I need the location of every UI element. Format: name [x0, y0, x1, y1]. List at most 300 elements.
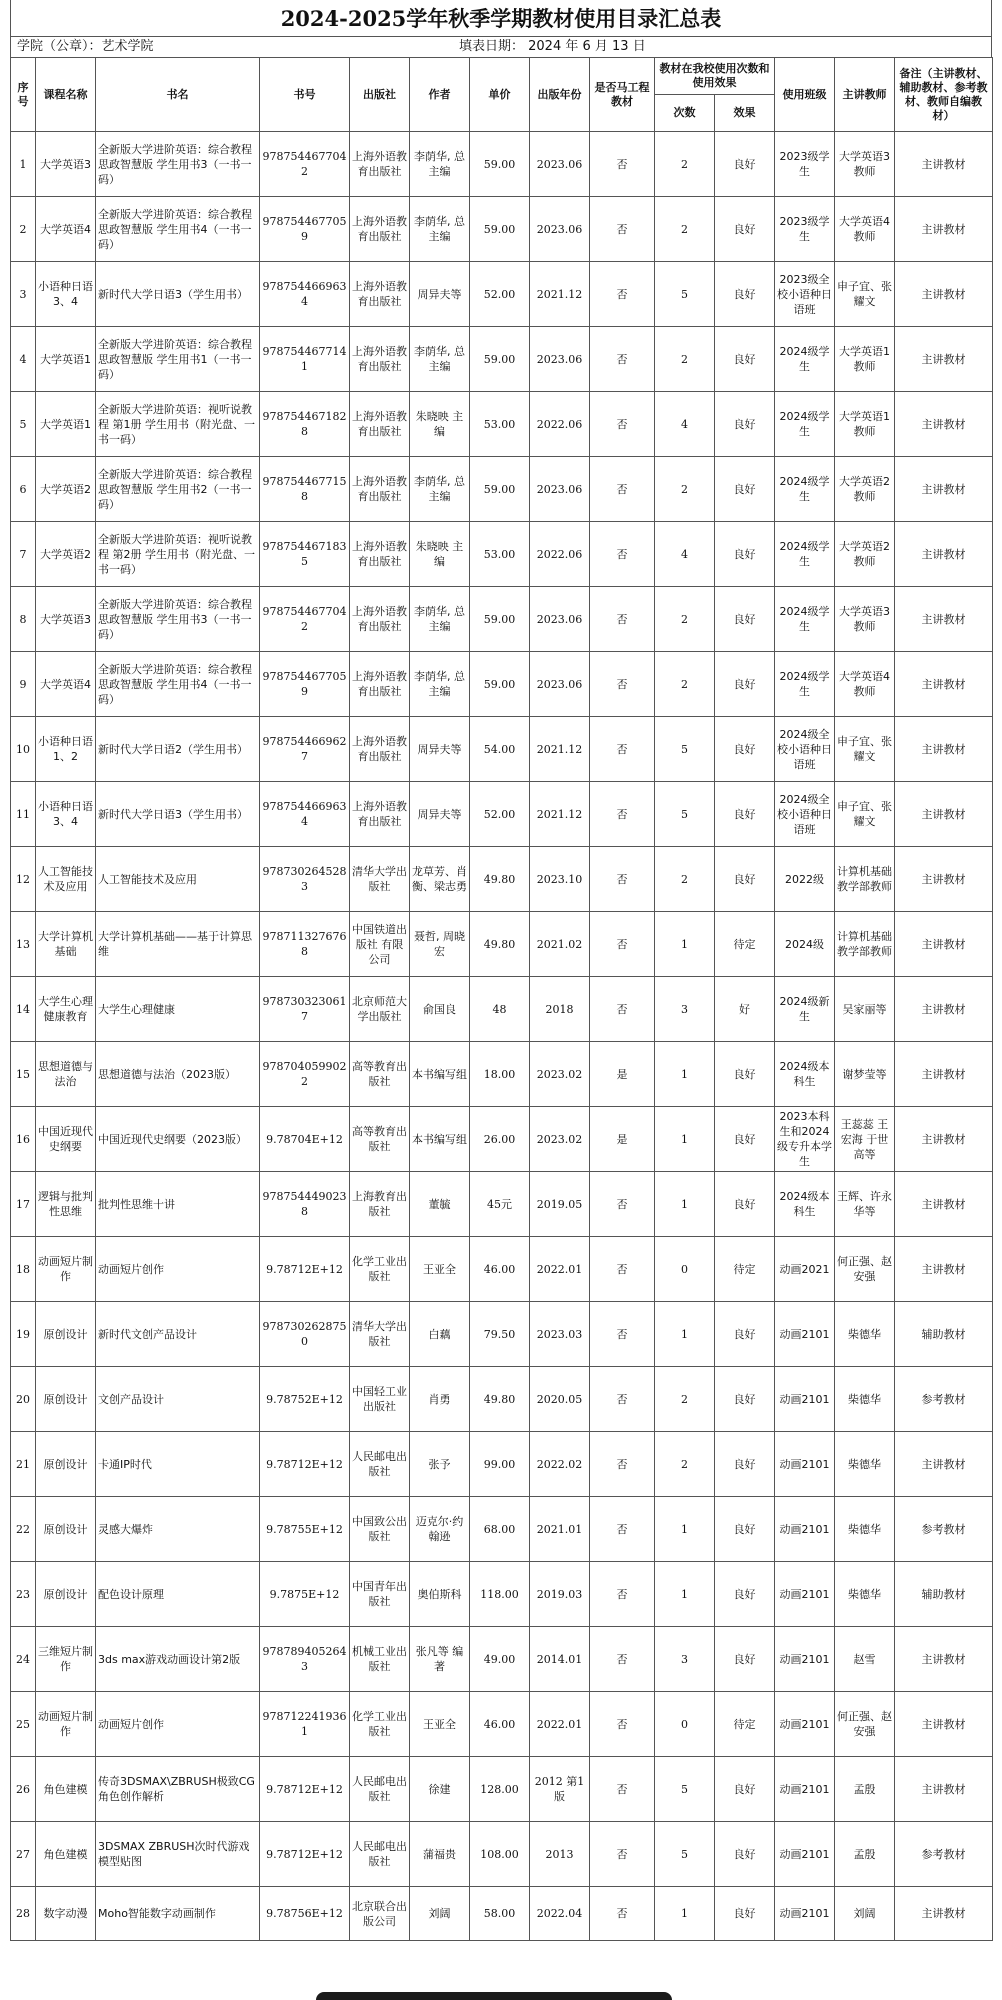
cell-times: 1 — [655, 1497, 715, 1562]
cell-no: 6 — [11, 457, 36, 522]
cell-year: 2023.06 — [530, 587, 590, 652]
table-row — [11, 1627, 993, 1692]
cell-class: 2024级学生 — [775, 522, 835, 587]
cell-times: 2 — [655, 327, 715, 392]
table-row — [11, 1302, 993, 1367]
cell-marx: 否 — [590, 1367, 655, 1432]
cell-times: 5 — [655, 262, 715, 327]
cell-publisher: 清华大学出版社 — [350, 847, 410, 912]
cell-course: 角色建模 — [36, 1822, 96, 1887]
header-course: 课程名称 — [36, 58, 96, 132]
cell-publisher: 化学工业出版社 — [350, 1237, 410, 1302]
table-row — [11, 977, 993, 1042]
cell-effect: 良好 — [715, 1432, 775, 1497]
cell-course: 原创设计 — [36, 1497, 96, 1562]
cell-course: 思想道德与法治 — [36, 1042, 96, 1107]
cell-effect: 良好 — [715, 1367, 775, 1432]
cell-no: 2 — [11, 197, 36, 262]
cell-price: 118.00 — [470, 1562, 530, 1627]
table-row — [11, 1497, 993, 1562]
cell-year: 2021.12 — [530, 782, 590, 847]
cell-course: 原创设计 — [36, 1432, 96, 1497]
cell-marx: 否 — [590, 977, 655, 1042]
cell-class: 2024级学生 — [775, 392, 835, 457]
cell-price: 49.80 — [470, 847, 530, 912]
cell-price: 46.00 — [470, 1692, 530, 1757]
cell-effect: 良好 — [715, 132, 775, 197]
cell-book: 动画短片创作 — [96, 1692, 260, 1757]
cell-book: 文创产品设计 — [96, 1367, 260, 1432]
cell-price: 26.00 — [470, 1107, 530, 1172]
cell-course: 原创设计 — [36, 1302, 96, 1367]
cell-author: 徐建 — [410, 1757, 470, 1822]
cell-author: 周异夫等 — [410, 717, 470, 782]
cell-times: 2 — [655, 457, 715, 522]
cell-publisher: 上海教育出版社 — [350, 1172, 410, 1237]
header-year: 出版年份 — [530, 58, 590, 132]
cell-price: 49.80 — [470, 912, 530, 977]
meta-line — [10, 36, 992, 57]
cell-effect: 良好 — [715, 262, 775, 327]
cell-isbn: 9787544671828 — [260, 392, 350, 457]
cell-marx: 否 — [590, 1757, 655, 1822]
table-row — [11, 1822, 993, 1887]
cell-course: 大学英语2 — [36, 522, 96, 587]
cell-year: 2019.03 — [530, 1562, 590, 1627]
cell-note: 辅助教材 — [895, 1302, 993, 1367]
cell-times: 4 — [655, 522, 715, 587]
cell-isbn: 9787040599022 — [260, 1042, 350, 1107]
cell-price: 49.80 — [470, 1367, 530, 1432]
cell-publisher: 上海外语教育出版社 — [350, 132, 410, 197]
cell-no: 11 — [11, 782, 36, 847]
cell-no: 14 — [11, 977, 36, 1042]
cell-isbn: 9.78712E+12 — [260, 1432, 350, 1497]
cell-times: 1 — [655, 1302, 715, 1367]
cell-times: 0 — [655, 1692, 715, 1757]
cell-no: 16 — [11, 1107, 36, 1172]
cell-no: 22 — [11, 1497, 36, 1562]
cell-isbn: 9787894052643 — [260, 1627, 350, 1692]
cell-note: 主讲教材 — [895, 717, 993, 782]
cell-marx: 否 — [590, 1172, 655, 1237]
cell-book: 新时代大学日语2（学生用书） — [96, 717, 260, 782]
cell-publisher: 上海外语教育出版社 — [350, 262, 410, 327]
cell-times: 3 — [655, 1627, 715, 1692]
cell-times: 2 — [655, 1367, 715, 1432]
cell-teacher: 大学英语3教师 — [835, 132, 895, 197]
cell-effect: 良好 — [715, 782, 775, 847]
cell-teacher: 计算机基础教学部教师 — [835, 847, 895, 912]
table-row — [11, 522, 993, 587]
cell-year: 2019.05 — [530, 1172, 590, 1237]
cell-year: 2023.03 — [530, 1302, 590, 1367]
header-class: 使用班级 — [775, 58, 835, 132]
cell-book: 全新版大学进阶英语：综合教程 思政智慧版 学生用书3（一书一码） — [96, 132, 260, 197]
cell-times: 2 — [655, 197, 715, 262]
cell-effect: 良好 — [715, 1497, 775, 1562]
cell-isbn: 9.78752E+12 — [260, 1367, 350, 1432]
cell-book: 全新版大学进阶英语：视听说教程 第2册 学生用书（附光盘、一书一码） — [96, 522, 260, 587]
cell-marx: 否 — [590, 1887, 655, 1941]
cell-price: 79.50 — [470, 1302, 530, 1367]
cell-book: 卡通IP时代 — [96, 1432, 260, 1497]
cell-course: 逻辑与批判性思维 — [36, 1172, 96, 1237]
cell-publisher: 上海外语教育出版社 — [350, 197, 410, 262]
cell-course: 大学英语4 — [36, 652, 96, 717]
cell-price: 45元 — [470, 1172, 530, 1237]
cell-author: 迈克尔·约翰逊 — [410, 1497, 470, 1562]
cell-year: 2021.01 — [530, 1497, 590, 1562]
cell-no: 17 — [11, 1172, 36, 1237]
cell-year: 2022.04 — [530, 1887, 590, 1941]
cell-teacher: 大学英语2教师 — [835, 522, 895, 587]
cell-year: 2022.02 — [530, 1432, 590, 1497]
cell-effect: 待定 — [715, 1692, 775, 1757]
cell-note: 主讲教材 — [895, 392, 993, 457]
cell-author: 周异夫等 — [410, 782, 470, 847]
cell-year: 2023.02 — [530, 1042, 590, 1107]
cell-course: 小语种日语3、4 — [36, 782, 96, 847]
cell-class: 动画2101 — [775, 1302, 835, 1367]
cell-publisher: 上海外语教育出版社 — [350, 327, 410, 392]
cell-class: 动画2101 — [775, 1627, 835, 1692]
header-author: 作者 — [410, 58, 470, 132]
header-isbn: 书号 — [260, 58, 350, 132]
cell-book: 传奇3DSMAX\ZBRUSH极致CG角色创作解析 — [96, 1757, 260, 1822]
cell-no: 9 — [11, 652, 36, 717]
cell-no: 27 — [11, 1822, 36, 1887]
cell-times: 4 — [655, 392, 715, 457]
cell-publisher: 人民邮电出版社 — [350, 1432, 410, 1497]
cell-effect: 良好 — [715, 587, 775, 652]
table-row — [11, 392, 993, 457]
cell-teacher: 谢梦莹等 — [835, 1042, 895, 1107]
cell-year: 2013 — [530, 1822, 590, 1887]
cell-author: 白藕 — [410, 1302, 470, 1367]
cell-no: 28 — [11, 1887, 36, 1941]
cell-price: 53.00 — [470, 392, 530, 457]
cell-effect: 待定 — [715, 1237, 775, 1302]
cell-isbn: 9.78704E+12 — [260, 1107, 350, 1172]
cell-teacher: 王蕊蕊 王宏海 于世高等 — [835, 1107, 895, 1172]
cell-teacher: 柴德华 — [835, 1497, 895, 1562]
table-row — [11, 1367, 993, 1432]
cell-teacher: 大学英语1教师 — [835, 327, 895, 392]
cell-price: 59.00 — [470, 587, 530, 652]
cell-effect: 良好 — [715, 652, 775, 717]
cell-book: 全新版大学进阶英语：综合教程 思政智慧版 学生用书1（一书一码） — [96, 327, 260, 392]
cell-marx: 否 — [590, 847, 655, 912]
table-row — [11, 197, 993, 262]
cell-note: 主讲教材 — [895, 457, 993, 522]
cell-times: 2 — [655, 132, 715, 197]
home-indicator[interactable] — [316, 1992, 672, 2000]
cell-note: 主讲教材 — [895, 847, 993, 912]
table-row — [11, 1432, 993, 1497]
cell-marx: 否 — [590, 1822, 655, 1887]
cell-book: 大学计算机基础——基于计算思维 — [96, 912, 260, 977]
cell-year: 2022.01 — [530, 1692, 590, 1757]
cell-book: 新时代文创产品设计 — [96, 1302, 260, 1367]
cell-publisher: 中国轻工业出版社 — [350, 1367, 410, 1432]
cell-note: 主讲教材 — [895, 262, 993, 327]
cell-book: 3ds max游戏动画设计第2版 — [96, 1627, 260, 1692]
cell-times: 1 — [655, 1562, 715, 1627]
cell-course: 大学英语1 — [36, 392, 96, 457]
cell-isbn: 9.7875E+12 — [260, 1562, 350, 1627]
cell-class: 2024级学生 — [775, 652, 835, 717]
cell-publisher: 化学工业出版社 — [350, 1692, 410, 1757]
cell-marx: 否 — [590, 587, 655, 652]
cell-publisher: 人民邮电出版社 — [350, 1822, 410, 1887]
cell-year: 2021.02 — [530, 912, 590, 977]
cell-isbn: 9.78712E+12 — [260, 1822, 350, 1887]
cell-publisher: 中国铁道出版社 有限公司 — [350, 912, 410, 977]
cell-course: 小语种日语1、2 — [36, 717, 96, 782]
cell-class: 2024级本科生 — [775, 1172, 835, 1237]
cell-course: 动画短片制作 — [36, 1692, 96, 1757]
cell-class: 动画2101 — [775, 1432, 835, 1497]
cell-course: 动画短片制作 — [36, 1237, 96, 1302]
cell-publisher: 北京联合出版公司 — [350, 1887, 410, 1941]
cell-times: 1 — [655, 1887, 715, 1941]
cell-note: 主讲教材 — [895, 1627, 993, 1692]
cell-course: 大学英语4 — [36, 197, 96, 262]
cell-marx: 否 — [590, 132, 655, 197]
cell-author: 本书编写组 — [410, 1107, 470, 1172]
table-row — [11, 652, 993, 717]
cell-course: 大学计算机基础 — [36, 912, 96, 977]
cell-author: 本书编写组 — [410, 1042, 470, 1107]
cell-author: 张凡等 编著 — [410, 1627, 470, 1692]
cell-isbn: 9787122419361 — [260, 1692, 350, 1757]
cell-isbn: 9787544677042 — [260, 132, 350, 197]
cell-publisher: 上海外语教育出版社 — [350, 652, 410, 717]
cell-publisher: 北京师范大学出版社 — [350, 977, 410, 1042]
cell-times: 0 — [655, 1237, 715, 1302]
cell-note: 参考教材 — [895, 1367, 993, 1432]
cell-price: 52.00 — [470, 782, 530, 847]
cell-no: 5 — [11, 392, 36, 457]
cell-no: 4 — [11, 327, 36, 392]
cell-author: 李荫华, 总主编 — [410, 652, 470, 717]
cell-publisher: 上海外语教育出版社 — [350, 587, 410, 652]
cell-course: 大学生心理健康教育 — [36, 977, 96, 1042]
cell-no: 7 — [11, 522, 36, 587]
cell-isbn: 9.78712E+12 — [260, 1237, 350, 1302]
cell-isbn: 9787544677059 — [260, 197, 350, 262]
cell-year: 2023.06 — [530, 457, 590, 522]
cell-year: 2018 — [530, 977, 590, 1042]
cell-price: 59.00 — [470, 652, 530, 717]
cell-year: 2023.06 — [530, 132, 590, 197]
cell-book: 配色设计原理 — [96, 1562, 260, 1627]
cell-book: 3DSMAX ZBRUSH次时代游戏模型贴图 — [96, 1822, 260, 1887]
cell-no: 21 — [11, 1432, 36, 1497]
cell-teacher: 赵雪 — [835, 1627, 895, 1692]
cell-marx: 是 — [590, 1042, 655, 1107]
cell-teacher: 柴德华 — [835, 1367, 895, 1432]
cell-note: 主讲教材 — [895, 522, 993, 587]
cell-year: 2021.12 — [530, 262, 590, 327]
cell-isbn: 9787544490238 — [260, 1172, 350, 1237]
cell-book: 人工智能技术及应用 — [96, 847, 260, 912]
cell-price: 59.00 — [470, 197, 530, 262]
cell-book: 批判性思维十讲 — [96, 1172, 260, 1237]
cell-teacher: 大学英语2教师 — [835, 457, 895, 522]
cell-class: 2024级 — [775, 912, 835, 977]
cell-year: 2023.10 — [530, 847, 590, 912]
cell-publisher: 机械工业出版社 — [350, 1627, 410, 1692]
cell-no: 13 — [11, 912, 36, 977]
cell-year: 2023.02 — [530, 1107, 590, 1172]
cell-marx: 否 — [590, 912, 655, 977]
cell-teacher: 何正强、赵安强 — [835, 1692, 895, 1757]
cell-class: 动画2101 — [775, 1822, 835, 1887]
cell-marx: 否 — [590, 262, 655, 327]
cell-effect: 良好 — [715, 522, 775, 587]
cell-teacher: 柴德华 — [835, 1562, 895, 1627]
cell-marx: 否 — [590, 717, 655, 782]
cell-isbn: 9787544671835 — [260, 522, 350, 587]
cell-book: 思想道德与法治（2023版） — [96, 1042, 260, 1107]
cell-price: 59.00 — [470, 327, 530, 392]
cell-author: 蒲福贵 — [410, 1822, 470, 1887]
cell-times: 5 — [655, 1757, 715, 1822]
cell-author: 王亚全 — [410, 1692, 470, 1757]
cell-price: 68.00 — [470, 1497, 530, 1562]
cell-marx: 否 — [590, 1302, 655, 1367]
cell-marx: 否 — [590, 197, 655, 262]
cell-publisher: 人民邮电出版社 — [350, 1757, 410, 1822]
cell-marx: 否 — [590, 522, 655, 587]
table-row — [11, 1757, 993, 1822]
header-times: 次数 — [655, 95, 715, 132]
cell-book: Moho智能数字动画制作 — [96, 1887, 260, 1941]
cell-no: 23 — [11, 1562, 36, 1627]
cell-price: 128.00 — [470, 1757, 530, 1822]
cell-effect: 良好 — [715, 847, 775, 912]
cell-times: 2 — [655, 847, 715, 912]
cell-year: 2023.06 — [530, 652, 590, 717]
cell-year: 2021.12 — [530, 717, 590, 782]
cell-publisher: 上海外语教育出版社 — [350, 522, 410, 587]
cell-author: 周异夫等 — [410, 262, 470, 327]
cell-course: 三维短片制作 — [36, 1627, 96, 1692]
cell-author: 朱晓映 主编 — [410, 522, 470, 587]
cell-times: 1 — [655, 1172, 715, 1237]
cell-class: 2023级学生 — [775, 197, 835, 262]
header-note: 备注（主讲教材、辅助教材、参考教材、教师自编教材） — [895, 58, 993, 132]
cell-class: 动画2101 — [775, 1367, 835, 1432]
cell-no: 18 — [11, 1237, 36, 1302]
cell-book: 中国近现代史纲要（2023版） — [96, 1107, 260, 1172]
cell-no: 3 — [11, 262, 36, 327]
cell-book: 全新版大学进阶英语：视听说教程 第1册 学生用书（附光盘、一书一码） — [96, 392, 260, 457]
cell-times: 1 — [655, 912, 715, 977]
cell-year: 2012 第1版 — [530, 1757, 590, 1822]
cell-effect: 良好 — [715, 1042, 775, 1107]
cell-author: 聂哲, 周晓宏 — [410, 912, 470, 977]
cell-marx: 否 — [590, 652, 655, 717]
cell-price: 53.00 — [470, 522, 530, 587]
cell-marx: 否 — [590, 1237, 655, 1302]
header-teacher: 主讲教师 — [835, 58, 895, 132]
cell-times: 2 — [655, 652, 715, 717]
table-row — [11, 1107, 993, 1172]
table-row — [11, 1692, 993, 1757]
cell-isbn: 9787544669634 — [260, 262, 350, 327]
cell-times: 5 — [655, 1822, 715, 1887]
cell-note: 主讲教材 — [895, 912, 993, 977]
cell-teacher: 计算机基础教学部教师 — [835, 912, 895, 977]
cell-year: 2023.06 — [530, 327, 590, 392]
cell-marx: 是 — [590, 1107, 655, 1172]
cell-teacher: 柴德华 — [835, 1302, 895, 1367]
cell-class: 动画2101 — [775, 1887, 835, 1941]
cell-course: 大学英语1 — [36, 327, 96, 392]
cell-teacher: 吴家丽等 — [835, 977, 895, 1042]
table-row — [11, 847, 993, 912]
cell-author: 李荫华, 总主编 — [410, 197, 470, 262]
cell-class: 2023本科生和2024级专升本学生 — [775, 1107, 835, 1172]
cell-author: 李荫华, 总主编 — [410, 457, 470, 522]
cell-note: 参考教材 — [895, 1822, 993, 1887]
table-row — [11, 717, 993, 782]
cell-author: 俞国良 — [410, 977, 470, 1042]
cell-note: 主讲教材 — [895, 132, 993, 197]
cell-book: 全新版大学进阶英语：综合教程 思政智慧版 学生用书3（一书一码） — [96, 587, 260, 652]
cell-isbn: 9787544669634 — [260, 782, 350, 847]
header-book: 书名 — [96, 58, 260, 132]
cell-class: 动画2101 — [775, 1562, 835, 1627]
cell-isbn: 9.78755E+12 — [260, 1497, 350, 1562]
fill-date: 填表日期： 2024 年 6 月 13 日 — [459, 39, 646, 54]
textbook-table — [10, 57, 993, 1941]
table-row — [11, 457, 993, 522]
cell-no: 12 — [11, 847, 36, 912]
cell-times: 2 — [655, 587, 715, 652]
cell-no: 15 — [11, 1042, 36, 1107]
cell-effect: 好 — [715, 977, 775, 1042]
cell-marx: 否 — [590, 1497, 655, 1562]
cell-book: 动画短片创作 — [96, 1237, 260, 1302]
cell-author: 董毓 — [410, 1172, 470, 1237]
header-price: 单价 — [470, 58, 530, 132]
cell-author: 李荫华, 总主编 — [410, 587, 470, 652]
cell-effect: 良好 — [715, 1107, 775, 1172]
cell-teacher: 大学英语4教师 — [835, 197, 895, 262]
cell-course: 大学英语3 — [36, 132, 96, 197]
cell-teacher: 大学英语3教师 — [835, 587, 895, 652]
cell-note: 主讲教材 — [895, 1757, 993, 1822]
cell-marx: 否 — [590, 782, 655, 847]
cell-author: 龙草芳、肖衡、梁志勇 — [410, 847, 470, 912]
header-effect: 效果 — [715, 95, 775, 132]
cell-note: 主讲教材 — [895, 652, 993, 717]
cell-no: 10 — [11, 717, 36, 782]
cell-effect: 良好 — [715, 1887, 775, 1941]
cell-class: 动画2101 — [775, 1497, 835, 1562]
cell-note: 主讲教材 — [895, 327, 993, 392]
cell-class: 2024级学生 — [775, 587, 835, 652]
cell-price: 59.00 — [470, 132, 530, 197]
cell-book: 灵感大爆炸 — [96, 1497, 260, 1562]
cell-marx: 否 — [590, 457, 655, 522]
cell-publisher: 高等教育出版社 — [350, 1107, 410, 1172]
cell-note: 主讲教材 — [895, 1107, 993, 1172]
